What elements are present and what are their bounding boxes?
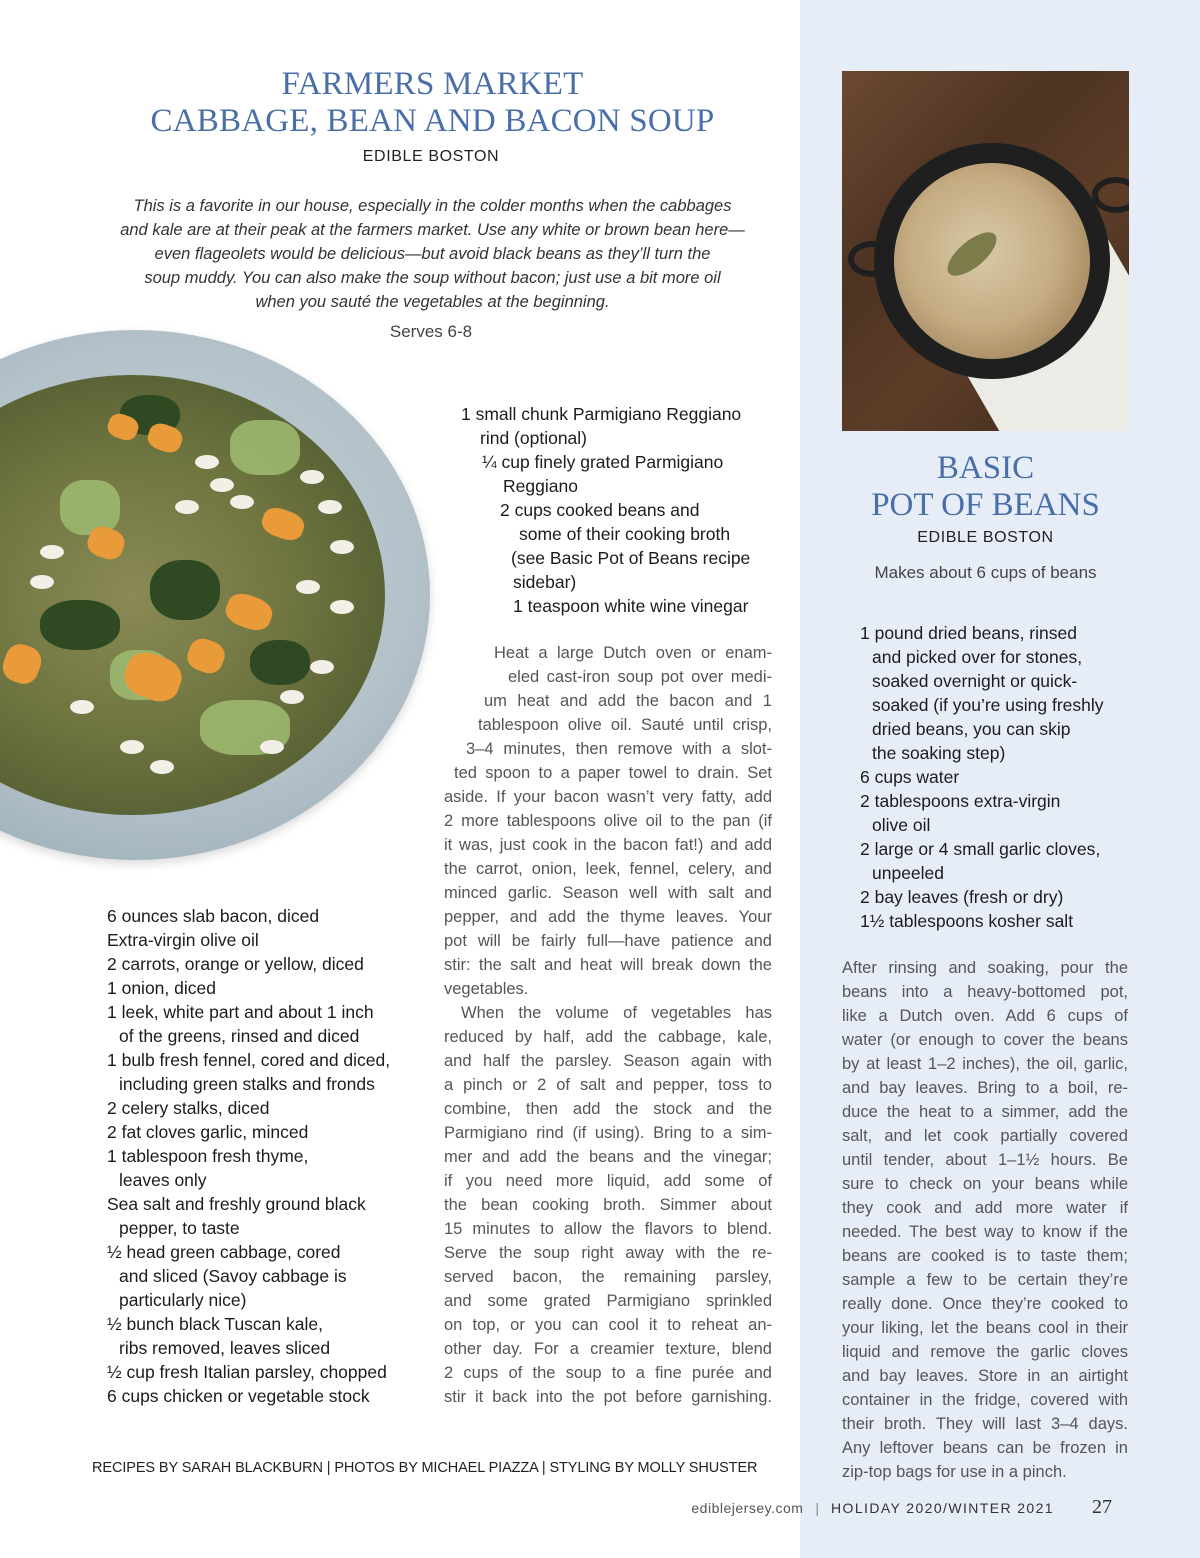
page-number: 27	[1092, 1496, 1112, 1518]
method-line: beans into a heavy-bottomed pot,	[842, 983, 1128, 1001]
ingredient-item: 1 leek, white part and about 1 inch	[107, 1002, 374, 1022]
method-line: and half the parsley. Season again with	[444, 1052, 772, 1070]
sidebar-title	[842, 450, 1129, 524]
sidebar-source: EDIBLE BOSTON	[917, 529, 1054, 546]
method-line: Serve the soup right away with the re-	[444, 1244, 772, 1262]
ingredient-item: 1 pound dried beans, rinsed	[860, 623, 1077, 643]
ingredient-item-continued: particularly nice)	[119, 1290, 247, 1310]
footer-separator: |	[815, 1500, 820, 1516]
ingredient-item: 6 ounces slab bacon, diced	[107, 906, 320, 926]
recipe-source: EDIBLE BOSTON	[362, 148, 500, 165]
ingredient-item: rind (optional)	[480, 428, 587, 448]
method-line: Heat a large Dutch oven or enam-	[494, 644, 772, 662]
ingredient-item-continued: pepper, to taste	[119, 1218, 240, 1238]
ingredient-item: 6 cups water	[860, 767, 960, 787]
intro-line: This is a favorite in our house, especially in the colder months when the cabbages	[133, 197, 732, 215]
method-line: the carrot, onion, leek, fennel, celery, and	[444, 860, 772, 878]
method-line: it was, just cook in the bacon fat!) and add	[444, 836, 772, 854]
ingredient-item: 2 large or 4 small garlic cloves,	[860, 839, 1101, 859]
ingredient-item: some of their cooking broth	[519, 524, 731, 544]
ingredient-item: (see Basic Pot of Beans recipe	[511, 548, 751, 568]
ingredient-item-continued: leaves only	[119, 1170, 207, 1190]
method-line: and bay leaves. Bring to a boil, re-	[842, 1079, 1128, 1097]
method-line: After rinsing and soaking, pour the	[842, 959, 1128, 977]
method-line: mer and add the beans and the vinegar;	[444, 1148, 772, 1166]
method-line: Any leftover beans can be frozen in	[842, 1439, 1128, 1457]
intro-line: and kale are at their peak at the farmers market. Use any white or brown bean here—	[120, 221, 745, 239]
ingredient-item: Reggiano	[503, 476, 578, 496]
method-line: pepper, and add the thyme leaves. Your	[444, 908, 772, 926]
method-line: eled cast-iron soup pot over medi-	[508, 668, 772, 686]
method-line: zip-top bags for use in a pinch.	[842, 1463, 1067, 1481]
method-line: served bacon, the remaining parsley,	[444, 1268, 772, 1286]
method-line: 3–4 minutes, then remove with a slot-	[466, 740, 772, 758]
beans	[894, 163, 1090, 359]
method-line: water (or enough to cover the beans	[842, 1031, 1128, 1049]
ingredient-item: 2 celery stalks, diced	[107, 1098, 270, 1118]
ingredient-item-continued: olive oil	[872, 815, 931, 835]
recipe-title	[100, 66, 765, 140]
sidebar-ingredient-list	[860, 621, 1104, 933]
page-footer	[691, 1496, 1112, 1519]
sidebar-title-line-2: POT OF BEANS	[871, 487, 1100, 523]
method-line: stir it back into the pot before garnishing.	[444, 1388, 772, 1406]
ingredient-item: ½ bunch black Tuscan kale,	[107, 1314, 323, 1334]
ingredient-item: 1½ tablespoons kosher salt	[860, 911, 1074, 931]
ingredient-item: 1 bulb fresh fennel, cored and diced,	[107, 1050, 391, 1070]
method-line: duce the heat to a simmer, add the	[842, 1103, 1128, 1121]
ingredient-item-continued: soaked (if you’re using freshly	[872, 695, 1104, 715]
method-line: the bean cooking broth. Simmer about	[444, 1196, 772, 1214]
intro-line: when you sauté the vegetables at the beginning.	[255, 293, 610, 311]
method-line: 2 cups of the soup to a fine purée and	[444, 1364, 772, 1382]
method-line: tablespoon olive oil. Sauté until crisp,	[478, 716, 772, 734]
method-line: 15 minutes to allow the flavors to blend.	[444, 1220, 772, 1238]
method-line: reduced by half, add the cabbage, kale,	[444, 1028, 772, 1046]
ingredient-item: Sea salt and freshly ground black	[107, 1194, 366, 1214]
method-line: sure to check on your beans while	[842, 1175, 1128, 1193]
method-line: aside. If your bacon wasn’t very fatty, add	[444, 788, 772, 806]
method-line: until tender, about 1–1½ hours. Be	[842, 1151, 1128, 1169]
ingredient-item-continued: dried beans, you can skip	[872, 719, 1071, 739]
method-text	[444, 641, 772, 1409]
method-line: Parmigiano rind (if using). Bring to a sim-	[444, 1124, 772, 1142]
method-line: if you need more liquid, add some of	[444, 1172, 772, 1190]
footer-site-link[interactable]: ediblejersey.com	[691, 1500, 804, 1516]
method-line: minced garlic. Season well with salt and	[444, 884, 772, 902]
method-line: container in the fridge, covered with	[842, 1391, 1128, 1409]
ingredient-item-continued: ribs removed, leaves sliced	[119, 1338, 331, 1358]
intro-line: even flageolets would be delicious—but avoid black beans as they’ll turn the	[154, 245, 711, 263]
ingredient-item: 2 fat cloves garlic, minced	[107, 1122, 309, 1142]
ingredient-item: 1 small chunk Parmigiano Reggiano	[461, 404, 742, 424]
ingredient-list-left	[107, 904, 390, 1408]
ingredient-item-continued: the soaking step)	[872, 743, 1006, 763]
method-line: um heat and add the bacon and 1	[484, 692, 772, 710]
serves-text: Serves 6-8	[389, 322, 473, 341]
method-line: ted spoon to a paper towel to drain. Set	[454, 764, 772, 782]
method-line: your liking, let the beans cool in their	[842, 1319, 1128, 1337]
sidebar-title-line-1: BASIC	[936, 450, 1035, 486]
ingredient-item: 1 tablespoon fresh thyme,	[107, 1146, 309, 1166]
method-line: they cook and add more water if	[842, 1199, 1128, 1217]
ingredient-item: 2 carrots, orange or yellow, diced	[107, 954, 364, 974]
ingredient-item: ½ head green cabbage, cored	[107, 1242, 341, 1262]
title-line-1: FARMERS MARKET	[281, 66, 584, 102]
ingredient-item-continued: including green stalks and fronds	[119, 1074, 375, 1094]
ingredient-item: Extra-virgin olive oil	[107, 930, 259, 950]
method-line: like a Dutch oven. Add 6 cups of	[842, 1007, 1128, 1025]
method-line: liquid and remove the garlic cloves	[842, 1343, 1128, 1361]
method-line: stir: the salt and heat will break down the	[444, 956, 772, 974]
ingredient-item: 2 bay leaves (fresh or dry)	[860, 887, 1064, 907]
method-line: pot will be fairly full—have patience and	[444, 932, 772, 950]
method-line: really done. Once they’re cooked to	[842, 1295, 1128, 1313]
ingredient-item-continued: and sliced (Savoy cabbage is	[119, 1266, 347, 1286]
ingredient-item: ½ cup fresh Italian parsley, chopped	[107, 1362, 387, 1382]
ingredient-item: 2 tablespoons extra-virgin	[860, 791, 1061, 811]
method-line: on top, or you can cool it to reheat an-	[444, 1316, 772, 1334]
makes-text: Makes about 6 cups of beans	[874, 563, 1097, 582]
method-line: vegetables.	[444, 980, 529, 998]
ingredient-item-continued: unpeeled	[872, 863, 945, 883]
method-line: needed. The best way to know if the	[842, 1223, 1128, 1241]
ingredient-list-right	[461, 402, 750, 618]
ingredient-item-continued: of the greens, rinsed and diced	[119, 1026, 360, 1046]
photo-credits: RECIPES BY SARAH BLACKBURN | PHOTOS BY MICHAEL PIAZZA | STYLING BY MOLLY SHUSTER	[92, 1460, 758, 1476]
method-line: When the volume of vegetables has	[461, 1004, 772, 1022]
method-line: and some grated Parmigiano sprinkled	[444, 1292, 772, 1310]
ingredient-item: 6 cups chicken or vegetable stock	[107, 1386, 370, 1406]
ingredient-item: ¼ cup finely grated Parmigiano	[482, 452, 724, 472]
ingredient-item-continued: soaked overnight or quick-	[872, 671, 1078, 691]
method-line: combine, then add the stock and the	[444, 1100, 772, 1118]
beans-pot-photo	[842, 71, 1129, 431]
recipe-intro	[95, 194, 770, 314]
method-line: sample a few to be certain they’re	[842, 1271, 1128, 1289]
footer-issue: HOLIDAY 2020/WINTER 2021	[831, 1500, 1054, 1516]
intro-line: soup muddy. You can also make the soup without bacon; just use a bit more oil	[144, 269, 721, 287]
method-line: by at least 1–2 inches), the oil, garlic,	[842, 1055, 1128, 1073]
method-line: salt, and let cook partially covered	[842, 1127, 1128, 1145]
ingredient-item: 1 teaspoon white wine vinegar	[513, 596, 749, 616]
method-line: their broth. They will last 3–4 days.	[842, 1415, 1128, 1433]
method-line: 2 more tablespoons olive oil to the pan (if	[444, 812, 772, 830]
sidebar-method-text	[842, 956, 1128, 1484]
ingredient-item: sidebar)	[513, 572, 577, 592]
method-line: other day. For a creamier texture, blend	[444, 1340, 772, 1358]
ingredient-item: 2 cups cooked beans and	[500, 500, 700, 520]
ingredient-item-continued: and picked over for stones,	[872, 647, 1083, 667]
ingredient-item: 1 onion, diced	[107, 978, 216, 998]
method-line: and bay leaves. Store in an airtight	[842, 1367, 1128, 1385]
method-line: a pinch or 2 of salt and pepper, toss to	[444, 1076, 772, 1094]
method-line: beans are cooked is to taste them;	[842, 1247, 1128, 1265]
title-line-2: CABBAGE, BEAN AND BACON SOUP	[150, 103, 715, 139]
